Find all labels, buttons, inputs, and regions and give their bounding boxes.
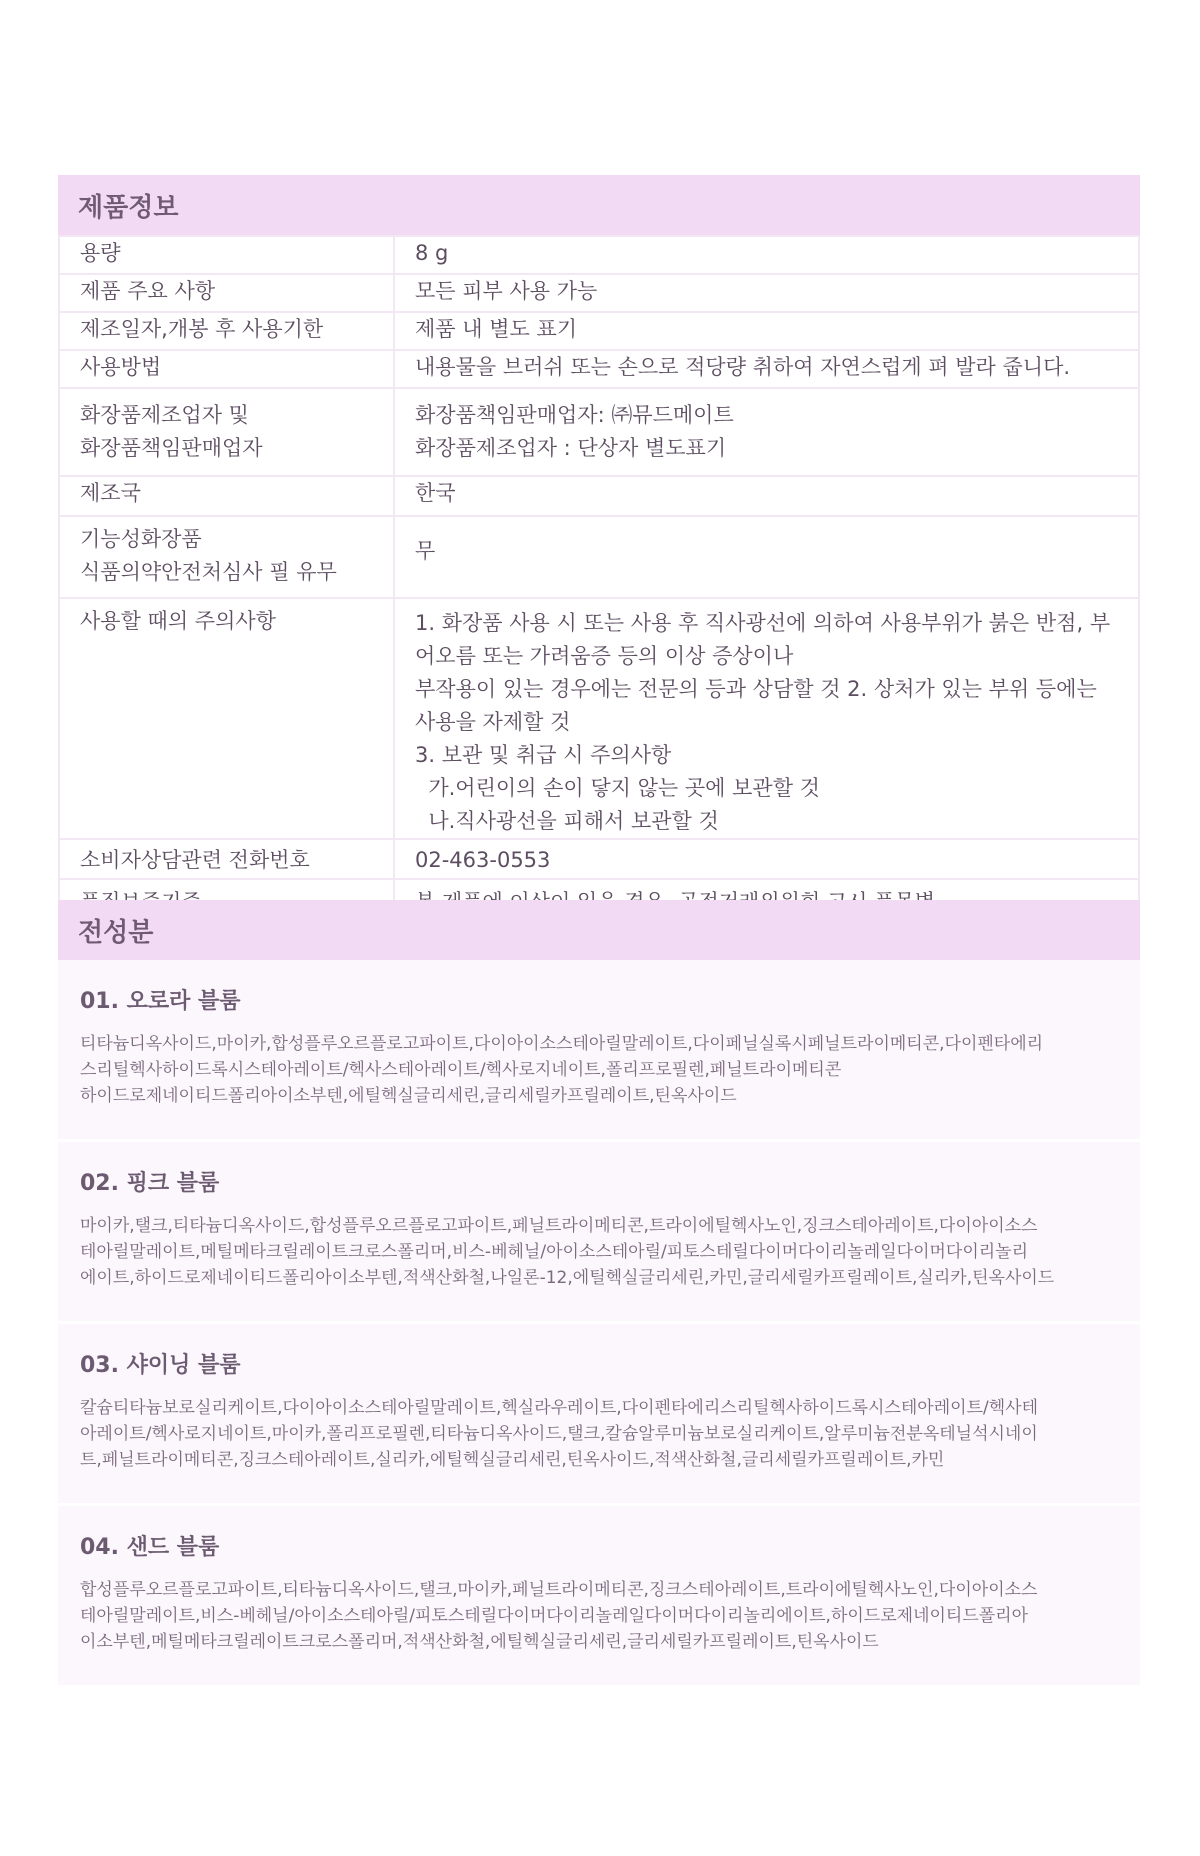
row-value: 모든 피부 사용 가능	[394, 274, 1139, 312]
row-value: 제품 내 별도 표기	[394, 312, 1139, 350]
row-value: 8 g	[394, 236, 1139, 274]
ingredient-block	[58, 960, 1140, 1142]
product-info-title: 제품정보	[58, 175, 1140, 235]
row-value: 내용물을 브러쉬 또는 손으로 적당량 취하여 자연스럽게 펴 발라 줍니다.	[394, 350, 1139, 388]
ingredient-block	[58, 1142, 1140, 1324]
row-label: 소비자상담관련 전화번호	[59, 839, 394, 879]
table-row	[59, 312, 1139, 350]
table-row	[59, 598, 1139, 839]
table-row	[59, 350, 1139, 388]
table-row	[59, 516, 1139, 598]
ingredient-block	[58, 1506, 1140, 1688]
row-label: 용량	[59, 236, 394, 274]
row-value: 화장품책임판매업자: ㈜뮤드메이트 화장품제조업자 : 단상자 별도표기	[394, 388, 1139, 476]
ingredient-text: 마이카,탤크,티타늄디옥사이드,합성플루오르플로고파이트,페닐트라이메티콘,트라이에틸헥사노인,징크스테아레이트,다이아이소스 테아릴말레이트,메틸메타크릴레이트크로스폴리머,비스-베헤닐/아이소스테아릴/피토스테릴다이머다이리놀레일다이머다이리놀리 에이트,하이드로제네이티드폴리아이소부텐,적색산화철,나일론-12,에틸헥실글리세린,카민,글리세릴카프릴레이트,실리카,틴옥사이드	[80, 1216, 1055, 1288]
row-value: 무	[394, 516, 1139, 598]
row-label: 제조국	[59, 476, 394, 516]
row-value: 한국	[394, 476, 1139, 516]
ingredient-title: 04. 샌드 블룸	[80, 1535, 220, 1560]
row-value: 02-463-0553	[394, 839, 1139, 879]
row-label: 기능성화장품 식품의약안전처심사 필 유무	[59, 516, 394, 598]
ingredient-text: 합성플루오르플로고파이트,티타늄디옥사이드,탤크,마이카,페닐트라이메티콘,징크스테아레이트,트라이에틸헥사노인,다이아이소스 테아릴말레이트,비스-베헤닐/아이소스테아릴/피토스테릴다이머다이리놀레일다이머다이리놀리에이트,하이드로제네이티드폴리아 이소부텐,메틸메타크릴레이트크로스폴리머,적색산화철,에틸헥실글리세린,글리세릴카프릴레이트,틴옥사이드	[80, 1580, 1038, 1652]
product-info-section	[58, 175, 1140, 958]
ingredient-block	[58, 1324, 1140, 1506]
table-row	[59, 236, 1139, 274]
table-row	[59, 274, 1139, 312]
product-info-table	[58, 235, 1140, 958]
ingredients-title: 전성분	[58, 900, 1140, 960]
ingredient-text: 칼슘티타늄보로실리케이트,다이아이소스테아릴말레이트,헥실라우레이트,다이펜타에리스리틸헥사하이드록시스테아레이트/헥사테 아레이트/헥사로지네이트,마이카,폴리프로필렌,티타늄디옥사이드,탤크,칼슘알루미늄보로실리케이트,알루미늄전분옥테닐석시네이 트,페닐트라이메티콘,징크스테아레이트,실리카,에틸헥실글리세린,틴옥사이드,적색산화철,글리세릴카프릴레이트,카민	[80, 1398, 1038, 1470]
row-label: 제조일자,개봉 후 사용기한	[59, 312, 394, 350]
ingredients-section	[58, 900, 1140, 1688]
row-label: 사용할 때의 주의사항	[59, 598, 394, 839]
row-label: 화장품제조업자 및 화장품책임판매업자	[59, 388, 394, 476]
ingredient-title: 02. 핑크 블룸	[80, 1171, 220, 1196]
table-row	[59, 388, 1139, 476]
ingredient-text: 티타늄디옥사이드,마이카,합성플루오르플로고파이트,다이아이소스테아릴말레이트,다이페닐실록시페닐트라이메티콘,다이펜타에리 스리틸헥사하이드록시스테아레이트/헥사스테아레이트/헥사로지네이트,폴리프로필렌,페닐트라이메티콘 하이드로제네이티드폴리아이소부텐,에틸헥실글리세린,글리세릴카프릴레이트,틴옥사이드	[80, 1034, 1044, 1106]
row-label: 제품 주요 사항	[59, 274, 394, 312]
row-label: 사용방법	[59, 350, 394, 388]
table-row	[59, 839, 1139, 879]
table-row	[59, 476, 1139, 516]
ingredient-title: 03. 샤이닝 블룸	[80, 1353, 241, 1378]
caution-text: 1. 화장품 사용 시 또는 사용 후 직사광선에 의하여 사용부위가 붉은 반점, 부어오름 또는 가려움증 등의 이상 증상이나 부작용이 있는 경우에는 전문의 등과 상담할 것 2. 상처가 있는 부위 등에는 사용을 자제할 것 3. 보관 및 취급 시 주의사항 가.어린이의 손이 닿지 않는 곳에 보관할 것 나.직사광선을 피해서 보관할 것	[394, 598, 1139, 839]
ingredient-title: 01. 오로라 블룸	[80, 989, 241, 1014]
